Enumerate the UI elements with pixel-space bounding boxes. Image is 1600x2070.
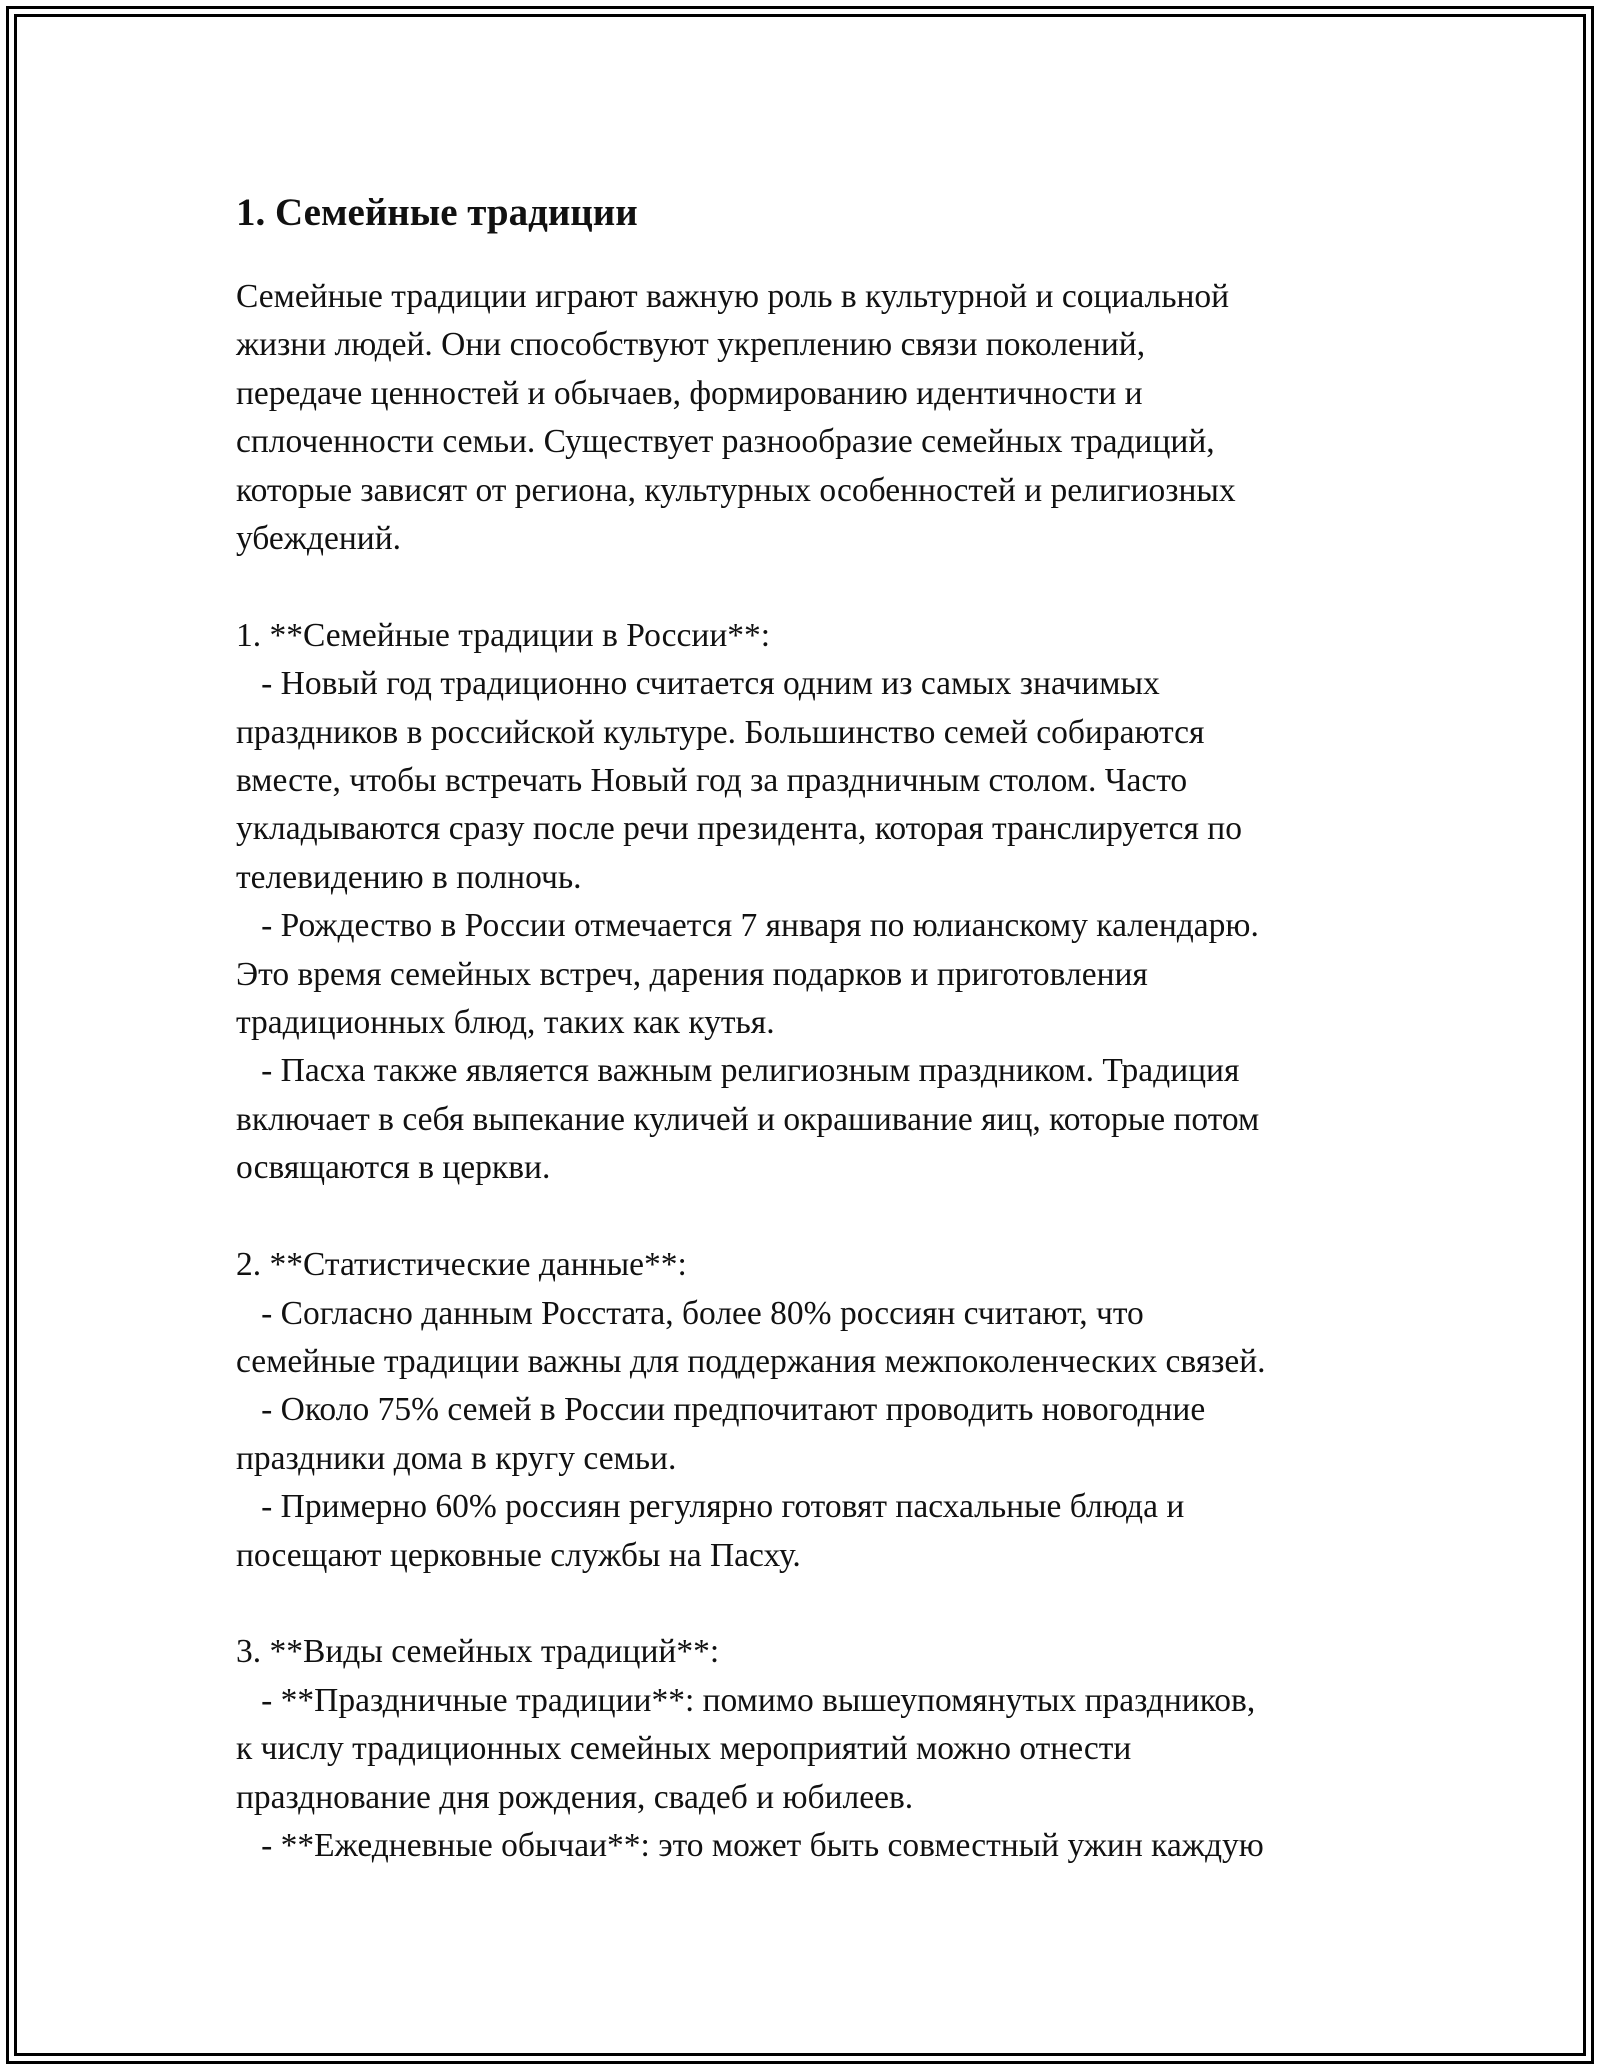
intro-paragraph: Семейные традиции играют важную роль в культурной и социальной жизни людей. Они способствуют укреплению связи поколений, передаче ценностей и обычаев, формированию идентичности и сплоченности семьи. Существует разнообразие семейных традиций, которые зависят от региона, культурных особенностей и религиозных убеждений. xyxy=(236,278,1236,558)
paragraph-spacer xyxy=(236,563,1396,611)
section-2-item-new-year-home: - Около 75% семей в России предпочитают проводить новогодние праздники дома в кругу семьи. xyxy=(236,1391,1206,1477)
document-title: 1. Семейные традиции xyxy=(236,191,638,234)
document-body xyxy=(236,185,1396,1870)
section-3-item-daily-customs: - **Ежедневные обычаи**: это может быть совместный ужин каждую xyxy=(236,1826,1264,1864)
section-1-item-easter: - Пасха также является важным религиозным праздником. Традиция включает в себя выпекание куличей и окрашивание яиц, которые потом освящаются в церкви. xyxy=(236,1052,1260,1187)
paragraph-spacer xyxy=(236,1580,1396,1628)
section-3-heading: 3. **Виды семейных традиций**: xyxy=(236,1633,720,1671)
section-2-item-rosstat: - Согласно данным Росстата, более 80% россиян считают, что семейные традиции важны для поддержания межпоколенческих связей. xyxy=(236,1294,1266,1380)
section-2-item-easter-dishes: - Примерно 60% россиян регулярно готовят пасхальные блюда и посещают церковные службы на Пасху. xyxy=(236,1488,1185,1574)
section-1-item-christmas: - Рождество в России отмечается 7 января по юлианскому календарю. Это время семейных встреч, дарения подарков и приготовления традиционных блюд, таких как кутья. xyxy=(236,907,1259,1042)
section-2-heading: 2. **Статистические данные**: xyxy=(236,1246,687,1284)
section-3-item-holiday-traditions: - **Праздничные традиции**: помимо вышеупомянутых праздников, к числу традиционных семейных мероприятий можно отнести празднование дня рождения, свадеб и юбилеев. xyxy=(236,1681,1256,1816)
section-1-item-new-year: - Новый год традиционно считается одним из самых значимых праздников в российской культуре. Большинство семей собираются вместе, чтобы встречать Новый год за праздничным столом. Часто укладываются сразу после речи президента, которая транслируется по телевидению в полночь. xyxy=(236,665,1242,896)
paragraph-spacer xyxy=(236,1193,1396,1241)
section-1-heading: 1. **Семейные традиции в России**: xyxy=(236,616,771,654)
